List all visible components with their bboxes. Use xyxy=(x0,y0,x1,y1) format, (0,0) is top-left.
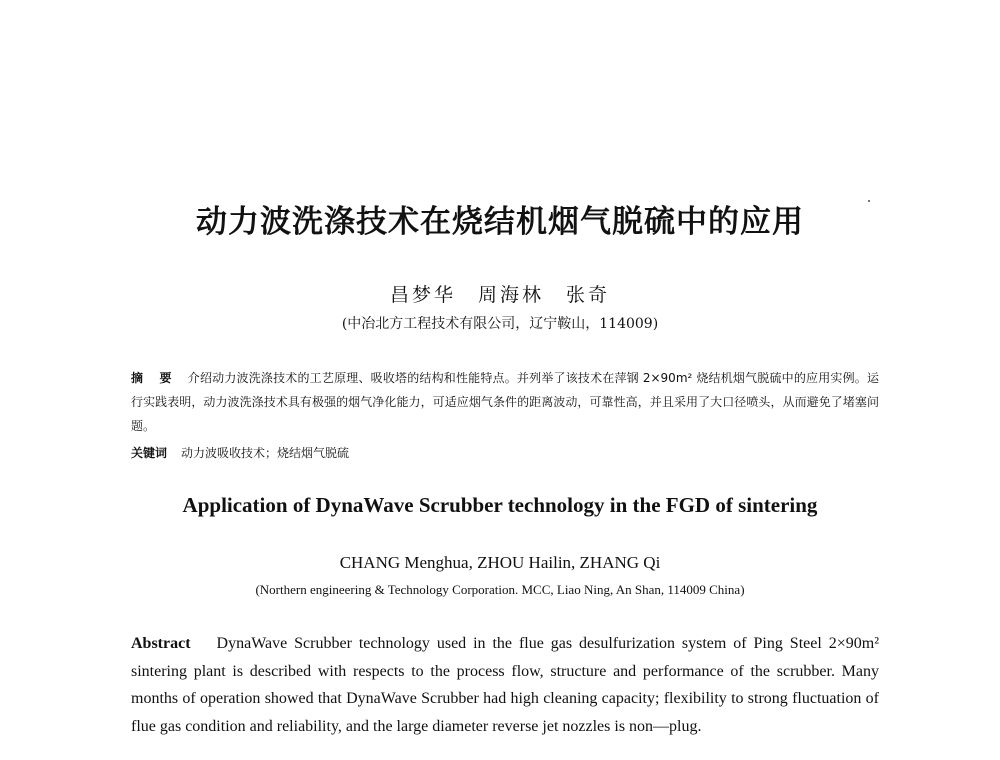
scan-artifact-dot xyxy=(868,200,870,202)
english-abstract-label: Abstract xyxy=(131,635,191,652)
chinese-abstract xyxy=(131,366,879,438)
chinese-keywords-label: 关键词 xyxy=(131,446,168,460)
chinese-affiliation: (中冶北方工程技术有限公司，辽宁鞍山，114009) xyxy=(341,316,659,332)
english-affiliation: (Northern engineering & Technology Corporation. MCC, Liao Ning, An Shan, 114009 China) xyxy=(255,582,745,597)
chinese-authors: 昌梦华 周海林 张奇 xyxy=(389,284,610,306)
chinese-keywords xyxy=(131,441,879,465)
chinese-abstract-text: 介绍动力波洗涤技术的工艺原理、吸收塔的结构和性能特点。并列举了该技术在萍钢 2×90m² 烧结机烟气脱硫中的应用实例。运行实践表明，动力波洗涤技术具有极强的烟气净化能力，可适应烟气条件的距离波动，可靠性高，并且采用了大口径喷头，从而避免了堵塞问题。 xyxy=(131,371,880,433)
english-abstract xyxy=(131,630,879,740)
english-authors: CHANG Menghua, ZHOU Hailin, ZHANG Qi xyxy=(339,553,661,572)
chinese-title: 动力波洗涤技术在烧结机烟气脱硫中的应用 xyxy=(196,204,804,240)
english-abstract-text: DynaWave Scrubber technology used in the flue gas desulfurization system of Ping Steel 2×90m² sintering plant is described with respects to the process flow, structure and performance of the scrubber. Many months of operation showed that DynaWave Scrubber had high cleaning capacity; flexibility to strong fluctuation of flue gas condition and reliability, and the large diameter reverse jet nozzles is non—plug. xyxy=(131,635,879,735)
chinese-keywords-text: 动力波吸收技术；烧结烟气脱硫 xyxy=(181,446,350,460)
english-title: Application of DynaWave Scrubber technology in the FGD of sintering xyxy=(182,493,818,517)
chinese-abstract-label: 摘 要 xyxy=(131,371,178,385)
